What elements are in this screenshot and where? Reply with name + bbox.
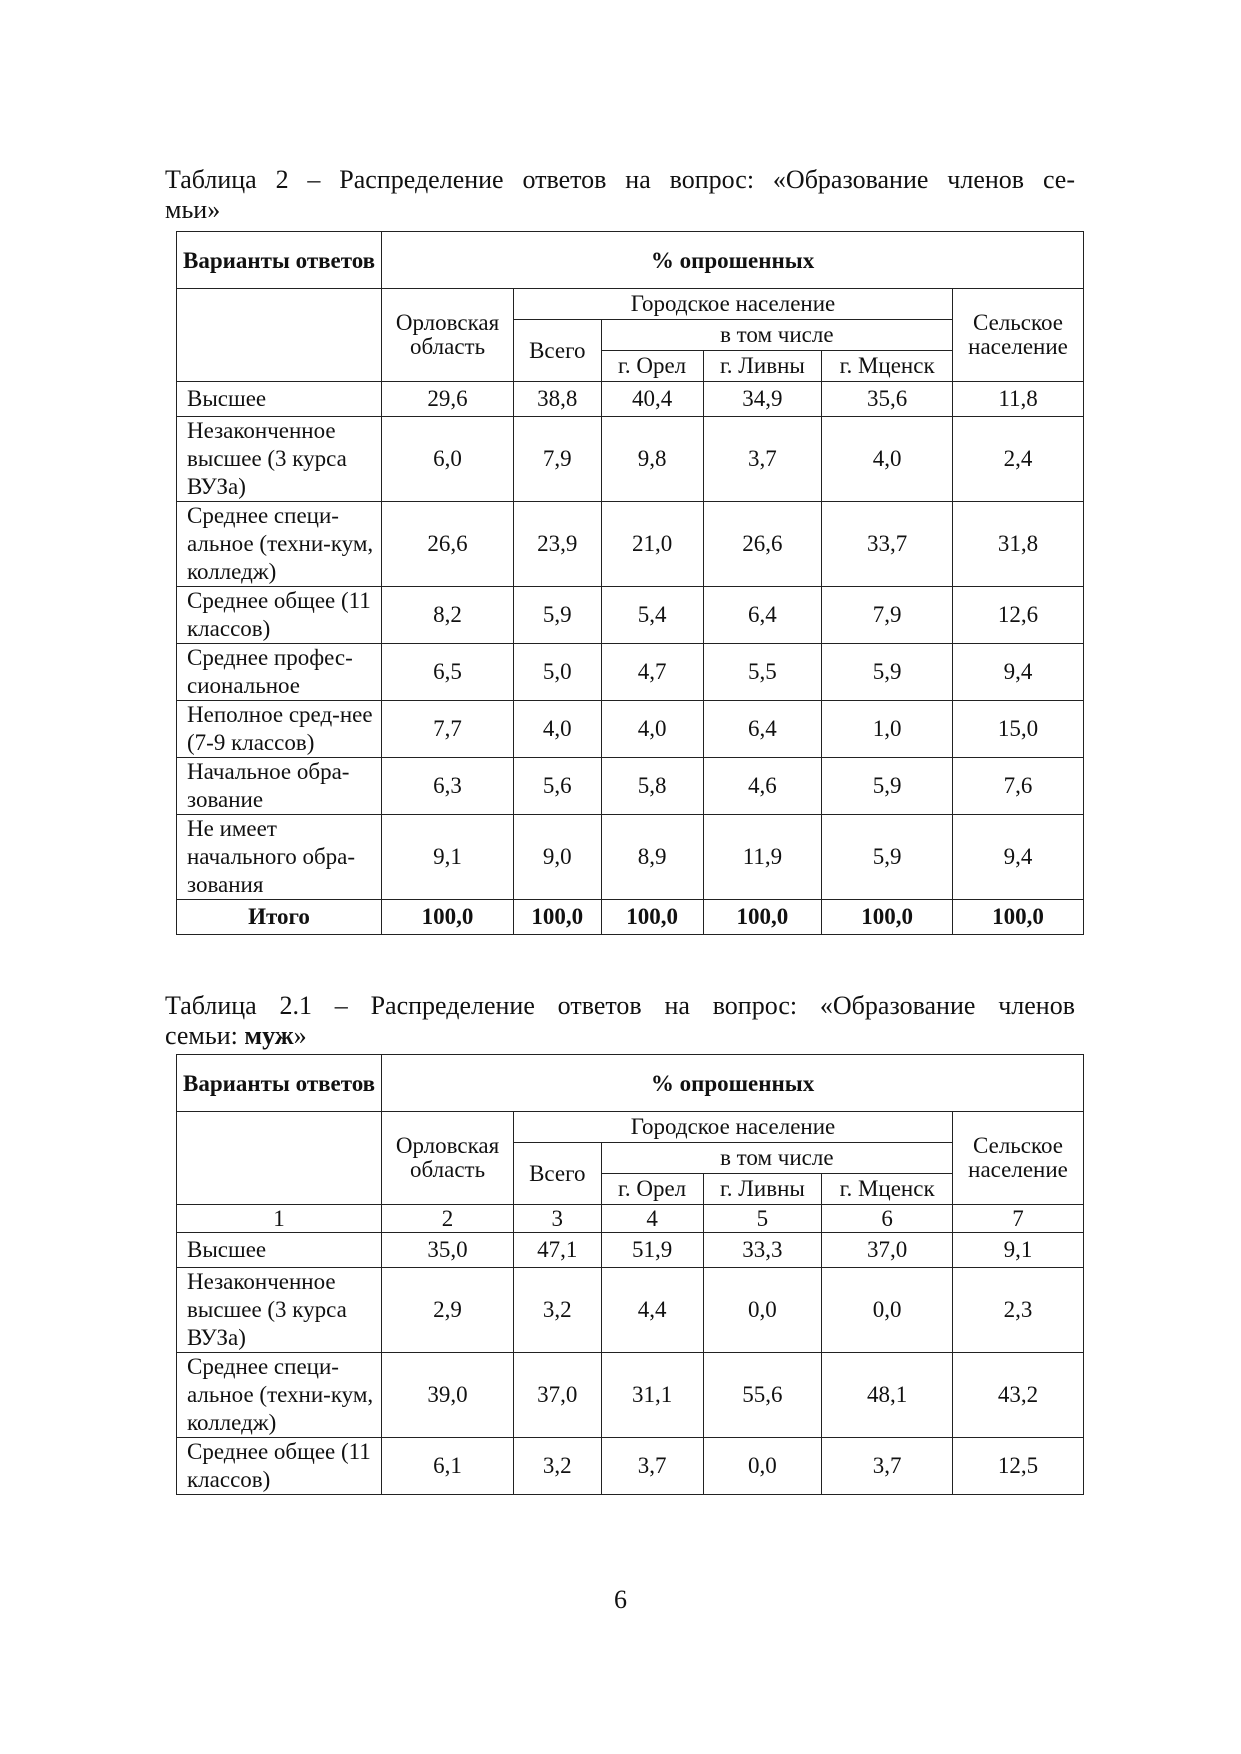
total-cell: 100,0 (822, 900, 953, 935)
row-label: Высшее (177, 382, 382, 417)
row-label: Начальное обра-зование (177, 758, 382, 815)
table-cell: 12,6 (953, 587, 1084, 644)
header-variants: Варианты ответов (177, 232, 382, 289)
column-numbers-row (177, 1205, 1084, 1233)
header-rural: Сельское население (953, 289, 1084, 382)
table-cell: 9,8 (601, 417, 703, 502)
table-cell: 33,3 (703, 1233, 822, 1268)
table-row (177, 758, 1084, 815)
column-number: 6 (822, 1205, 953, 1233)
table-row (177, 1268, 1084, 1353)
column-number: 5 (703, 1205, 822, 1233)
table-cell: 4,6 (703, 758, 822, 815)
table-cell: 31,1 (601, 1353, 703, 1438)
table1-caption-line2: мьи» (165, 195, 221, 224)
table-cell: 5,8 (601, 758, 703, 815)
table-row (177, 382, 1084, 417)
table-row (177, 1233, 1084, 1268)
header-percent: % опрошенных (382, 1055, 1084, 1112)
table1-caption-line1: Таблица 2 – Распределение ответов на вопрос: «Образование членов се- (165, 165, 1075, 194)
row-label: Неполное сред-нее (7-9 классов) (177, 701, 382, 758)
table-cell: 9,1 (953, 1233, 1084, 1268)
table-cell: 9,4 (953, 815, 1084, 900)
header-total: Всего (514, 1143, 602, 1205)
page-number: 6 (614, 1585, 627, 1614)
column-number: 4 (601, 1205, 703, 1233)
table-cell: 23,9 (514, 502, 602, 587)
table-cell: 48,1 (822, 1353, 953, 1438)
header-rural: Сельское население (953, 1112, 1084, 1205)
header-including: в том числе (601, 1143, 952, 1174)
table-cell: 0,0 (703, 1438, 822, 1495)
table-cell: 6,3 (382, 758, 514, 815)
table-cell: 6,0 (382, 417, 514, 502)
table-cell: 26,6 (703, 502, 822, 587)
table-row (177, 502, 1084, 587)
table-cell: 0,0 (703, 1268, 822, 1353)
header-region: Орловская область (382, 289, 514, 382)
header-variants: Варианты ответов (177, 1055, 382, 1112)
table-cell: 2,4 (953, 417, 1084, 502)
table-cell: 7,9 (514, 417, 602, 502)
table-cell: 5,9 (822, 815, 953, 900)
header-livny: г. Ливны (703, 351, 822, 382)
header-orel: г. Орел (601, 351, 703, 382)
total-cell: 100,0 (382, 900, 514, 935)
table-cell: 38,8 (514, 382, 602, 417)
table-cell: 8,9 (601, 815, 703, 900)
table-cell: 47,1 (514, 1233, 602, 1268)
table-cell: 5,4 (601, 587, 703, 644)
table-cell: 37,0 (514, 1353, 602, 1438)
table-cell: 40,4 (601, 382, 703, 417)
row-label: Не имеет начального обра-зования (177, 815, 382, 900)
header-percent: % опрошенных (382, 232, 1084, 289)
header-empty (177, 289, 382, 382)
table-cell: 7,7 (382, 701, 514, 758)
header-total: Всего (514, 320, 602, 382)
table-cell: 37,0 (822, 1233, 953, 1268)
table-cell: 5,9 (514, 587, 602, 644)
table-cell: 15,0 (953, 701, 1084, 758)
table-cell: 3,7 (601, 1438, 703, 1495)
table1-caption (165, 165, 1075, 225)
table2-caption-line1: Таблица 2.1 – Распределение ответов на вопрос: «Образование членов (165, 991, 1075, 1020)
row-label: Среднее специ-альное (техни-кум, колледж) (177, 1353, 382, 1438)
table-row (177, 1353, 1084, 1438)
row-label: Среднее общее (11 классов) (177, 587, 382, 644)
table-cell: 12,5 (953, 1438, 1084, 1495)
table-row (177, 815, 1084, 900)
header-mtsensk: г. Мценск (822, 1174, 953, 1205)
header-urban: Городское население (514, 1112, 953, 1143)
table-cell: 9,4 (953, 644, 1084, 701)
table-row (177, 701, 1084, 758)
column-number: 2 (382, 1205, 514, 1233)
table-cell: 35,0 (382, 1233, 514, 1268)
table-row (177, 644, 1084, 701)
table-cell: 55,6 (703, 1353, 822, 1438)
table-cell: 7,6 (953, 758, 1084, 815)
table-cell: 34,9 (703, 382, 822, 417)
row-label: Среднее общее (11 классов) (177, 1438, 382, 1495)
table-row (177, 587, 1084, 644)
table-cell: 6,4 (703, 587, 822, 644)
table1 (176, 231, 1084, 935)
table-cell: 9,1 (382, 815, 514, 900)
table-cell: 1,0 (822, 701, 953, 758)
header-orel: г. Орел (601, 1174, 703, 1205)
table-cell: 0,0 (822, 1268, 953, 1353)
table-total-row (177, 900, 1084, 935)
total-cell: 100,0 (514, 900, 602, 935)
row-label: Незаконченное высшее (3 курса ВУЗа) (177, 1268, 382, 1353)
row-label: Незаконченное высшее (3 курса ВУЗа) (177, 417, 382, 502)
table-cell: 33,7 (822, 502, 953, 587)
total-label: Итого (177, 900, 382, 935)
table-cell: 6,1 (382, 1438, 514, 1495)
row-label: Среднее специ-альное (техни-кум, колледж) (177, 502, 382, 587)
table2-caption (165, 991, 1075, 1051)
table-cell: 4,0 (514, 701, 602, 758)
table-cell: 4,7 (601, 644, 703, 701)
table-cell: 4,0 (822, 417, 953, 502)
table-cell: 4,0 (601, 701, 703, 758)
header-urban: Городское население (514, 289, 953, 320)
table-cell: 4,4 (601, 1268, 703, 1353)
total-cell: 100,0 (703, 900, 822, 935)
total-cell: 100,0 (953, 900, 1084, 935)
header-empty (177, 1112, 382, 1205)
table-cell: 39,0 (382, 1353, 514, 1438)
table-cell: 3,2 (514, 1268, 602, 1353)
table1-body (177, 382, 1084, 900)
table-cell: 31,8 (953, 502, 1084, 587)
table2-body (177, 1233, 1084, 1495)
table2-caption-line2: семьи: муж» (165, 1021, 307, 1050)
table-cell: 8,2 (382, 587, 514, 644)
table-cell: 29,6 (382, 382, 514, 417)
table-cell: 43,2 (953, 1353, 1084, 1438)
table-row (177, 417, 1084, 502)
table-cell: 9,0 (514, 815, 602, 900)
table-cell: 5,5 (703, 644, 822, 701)
column-number: 1 (177, 1205, 382, 1233)
table-row (177, 1438, 1084, 1495)
row-label: Высшее (177, 1233, 382, 1268)
table-cell: 6,5 (382, 644, 514, 701)
header-livny: г. Ливны (703, 1174, 822, 1205)
table-cell: 3,2 (514, 1438, 602, 1495)
table-cell: 5,9 (822, 758, 953, 815)
table-cell: 6,4 (703, 701, 822, 758)
table-cell: 2,3 (953, 1268, 1084, 1353)
table-cell: 5,6 (514, 758, 602, 815)
table-cell: 21,0 (601, 502, 703, 587)
table-cell: 2,9 (382, 1268, 514, 1353)
total-cell: 100,0 (601, 900, 703, 935)
column-number: 3 (514, 1205, 602, 1233)
row-label: Среднее профес-сиональное (177, 644, 382, 701)
table-cell: 3,7 (822, 1438, 953, 1495)
table2 (176, 1054, 1084, 1495)
table-cell: 5,0 (514, 644, 602, 701)
header-including: в том числе (601, 320, 952, 351)
table-cell: 35,6 (822, 382, 953, 417)
header-mtsensk: г. Мценск (822, 351, 953, 382)
table-cell: 3,7 (703, 417, 822, 502)
table-cell: 11,9 (703, 815, 822, 900)
caption-bold-word: муж (244, 1021, 294, 1050)
column-number: 7 (953, 1205, 1084, 1233)
table-cell: 5,9 (822, 644, 953, 701)
table-cell: 51,9 (601, 1233, 703, 1268)
table-cell: 26,6 (382, 502, 514, 587)
table-cell: 7,9 (822, 587, 953, 644)
header-region: Орловская область (382, 1112, 514, 1205)
table-cell: 11,8 (953, 382, 1084, 417)
